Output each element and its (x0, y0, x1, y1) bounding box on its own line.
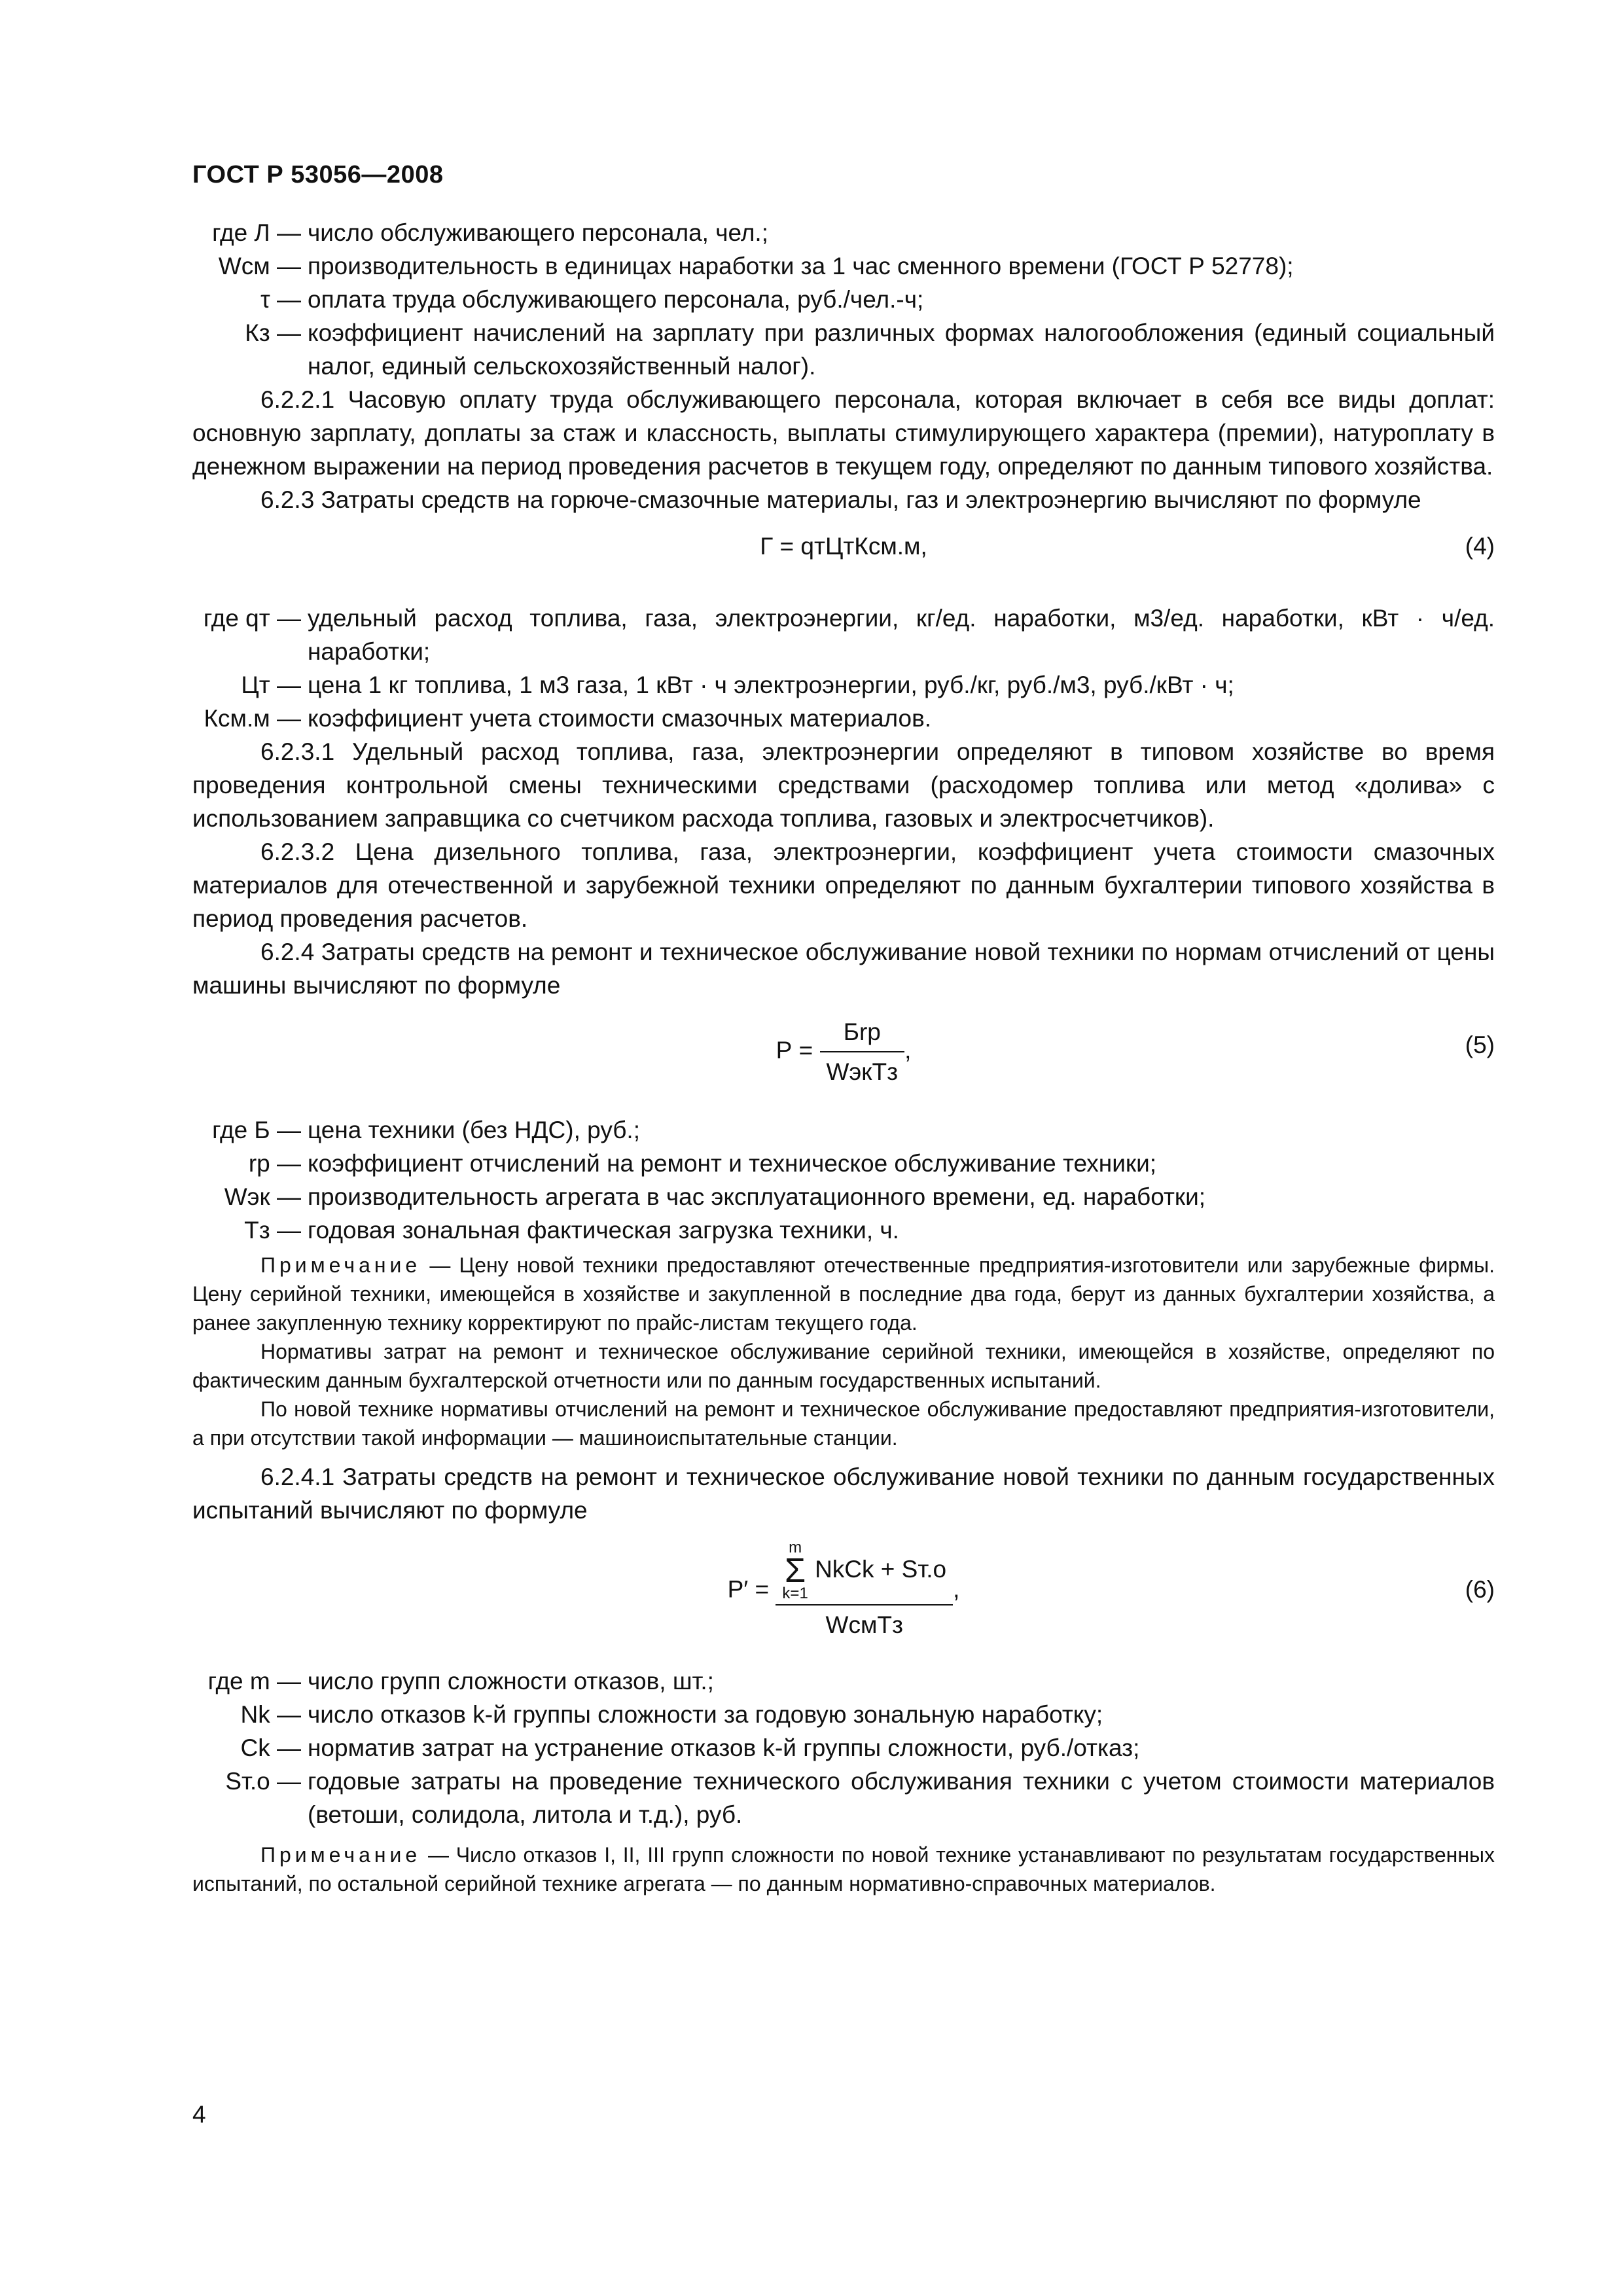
sum-expression: NkCk + Sт.о (815, 1555, 947, 1583)
definition-row (192, 601, 1495, 668)
formula-6-tail: , (953, 1575, 960, 1603)
sum-operator (782, 1540, 808, 1602)
formula-5-denominator: WэкТз (826, 1058, 899, 1085)
note-1 (192, 1251, 1495, 1337)
definition-row (192, 1147, 1495, 1180)
document-body (192, 216, 1495, 1898)
formula-6-numerator (776, 1540, 953, 1605)
sum-bottom: k=1 (782, 1585, 808, 1602)
formula-5 (192, 1002, 1495, 1113)
formula-5-lhs: Р = (776, 1036, 813, 1064)
page-number: 4 (192, 2101, 206, 2128)
definition-symbol: где Л — (212, 219, 301, 246)
definition-text: коэффициент отчислений на ремонт и техническое обслуживание техники; (308, 1150, 1157, 1177)
paragraph-6-2-2-1: 6.2.2.1 Часовую оплату труда обслуживающего персонала, которая включает в себя все виды доплат: основную зарплату, доплаты за стаж и классность, выплаты стимулирующего характера (премии), натуроплату в денежном выражении на период проведения расчетов в текущем году, определяют по данным типового хозяйства. (192, 386, 1495, 480)
definition-symbol: τ — (260, 286, 301, 313)
definition-row (192, 1698, 1495, 1731)
note-text: — Число отказов I, II, III групп сложности по новой технике устанавливают по результатам государственных испытаний, по остальной серийной технике агрегата — по данным нормативно-справочных материалов. (192, 1843, 1495, 1895)
definition-text: коэффициент начислений на зарплату при различных формах налогообложения (единый социальный налог, единый сельскохозяйственный налог). (308, 319, 1495, 380)
formula-6-fraction (776, 1540, 953, 1641)
definition-text: норматив затрат на устранение отказов k-й группы сложности, руб./отказ; (308, 1734, 1140, 1761)
document-header: ГОСТ Р 53056—2008 (192, 161, 444, 188)
formula-4 (192, 516, 1495, 601)
definition-row (192, 1180, 1495, 1213)
definition-symbol: rр — (248, 1150, 301, 1177)
paragraph-6-2-3-1: 6.2.3.1 Удельный расход топлива, газа, электроэнергии определяют в типовом хозяйстве во время проведения контрольной смены техническими средствами (расходомер топлива или метод «долива» с использованием заправщика со счетчиком расхода топлива, газовых и электросчетчиков). (192, 738, 1495, 832)
definition-symbol: Ck — (240, 1734, 301, 1761)
definition-text: цена 1 кг топлива, 1 м3 газа, 1 кВт · ч электроэнергии, руб./кг, руб./м3, руб./кВт · ч; (308, 672, 1234, 698)
definition-text: годовые затраты на проведение технического обслуживания техники с учетом стоимости материалов (ветоши, солидола, литола и т.д.), руб. (308, 1768, 1495, 1828)
definition-symbol: Wэк — (224, 1183, 301, 1210)
definition-text: число обслуживающего персонала, чел.; (308, 219, 768, 246)
note-2: Нормативы затрат на ремонт и техническое обслуживание серийной техники, имеющейся в хозяйстве, определяют по фактическим данным бухгалтерской отчетности или по данным государственных испытаний. (192, 1340, 1495, 1392)
definition-row (192, 1213, 1495, 1247)
note-4 (192, 1840, 1495, 1898)
definition-row (192, 702, 1495, 735)
formula-6-denominator: WсмТз (825, 1611, 903, 1638)
formula-5-fraction (820, 1015, 905, 1088)
definition-text: число отказов k-й группы сложности за годовую зональную наработку; (308, 1701, 1103, 1728)
definition-text: удельный расход топлива, газа, электроэнергии, кг/ед. наработки, м3/ед. наработки, кВт · ч/ед. наработки; (308, 605, 1495, 665)
definition-row (192, 216, 1495, 249)
definition-symbol: где Б — (212, 1117, 301, 1143)
formula-6-number: (6) (1465, 1576, 1495, 1603)
definition-row (192, 316, 1495, 383)
definition-symbol: где qт — (203, 605, 301, 632)
definition-symbol: Nk — (240, 1701, 301, 1728)
definition-text: цена техники (без НДС), руб.; (308, 1117, 640, 1143)
definition-text: оплата труда обслуживающего персонала, руб./чел.-ч; (308, 286, 924, 313)
definition-row (192, 283, 1495, 316)
paragraph-6-2-4-1: 6.2.4.1 Затраты средств на ремонт и техническое обслуживание новой техники по данным государственных испытаний вычисляют по формуле (192, 1463, 1495, 1524)
definition-text: производительность в единицах наработки за 1 час сменного времени (ГОСТ Р 52778); (308, 253, 1294, 279)
paragraph-6-2-3-2: 6.2.3.2 Цена дизельного топлива, газа, электроэнергии, коэффициент учета стоимости смазочных материалов для отечественной и зарубежной техники определяют по данным бухгалтерии типового хозяйства в период проведения расчетов. (192, 838, 1495, 932)
definition-symbol: Ксм.м — (204, 705, 301, 732)
definition-symbol: Wсм — (218, 253, 301, 279)
definition-row (192, 1664, 1495, 1698)
definition-text: производительность агрегата в час эксплуатационного времени, ед. наработки; (308, 1183, 1206, 1210)
paragraph-6-2-4: 6.2.4 Затраты средств на ремонт и техническое обслуживание новой техники по нормам отчислений от цены машины вычисляют по формуле (192, 939, 1495, 999)
definition-text: число групп сложности отказов, шт.; (308, 1668, 714, 1695)
note-label: Примечание (260, 1253, 421, 1277)
formula-5-number: (5) (1465, 1031, 1495, 1058)
definition-row (192, 1731, 1495, 1765)
definition-row (192, 1765, 1495, 1831)
formula-6-lhs: Р′ = (727, 1575, 770, 1603)
formula-5-tail: , (904, 1036, 912, 1064)
note-text: — Цену новой техники предоставляют отечественные предприятия-изготовители или зарубежные фирмы. Цену серийной техники, имеющейся в хозяйстве и закупленной в последние два года, берут из данных бухгалтерии хозяйства, а ранее закупленную технику корректируют по прайс-листам текущего года. (192, 1253, 1495, 1335)
definition-symbol: Кз — (245, 319, 301, 346)
definition-symbol: Тз — (244, 1217, 301, 1244)
definition-row (192, 668, 1495, 702)
sum-top: m (789, 1539, 802, 1556)
definition-row (192, 1113, 1495, 1147)
paragraph-6-2-3: 6.2.3 Затраты средств на горюче-смазочные материалы, газ и электроэнергию вычисляют по формуле (260, 486, 1421, 513)
definition-text: коэффициент учета стоимости смазочных материалов. (308, 705, 932, 732)
formula-5-numerator: Бrр (820, 1015, 905, 1052)
sigma-icon: Σ (785, 1552, 806, 1590)
note-3: По новой технике нормативы отчислений на ремонт и техническое обслуживание предоставляют предприятия-изготовители, а при отсутствии такой информации — машиноиспытательные станции. (192, 1397, 1495, 1450)
definition-text: годовая зональная фактическая загрузка техники, ч. (308, 1217, 899, 1244)
definition-row (192, 249, 1495, 283)
formula-6 (192, 1527, 1495, 1664)
definition-symbol: Цт — (241, 672, 301, 698)
note-label: Примечание (260, 1843, 421, 1867)
definition-symbol: Sт.о — (225, 1768, 301, 1795)
formula-4-number: (4) (1465, 533, 1495, 560)
definition-symbol: где m — (207, 1668, 301, 1695)
formula-4-text: Г = qтЦтКсм.м, (760, 533, 927, 560)
